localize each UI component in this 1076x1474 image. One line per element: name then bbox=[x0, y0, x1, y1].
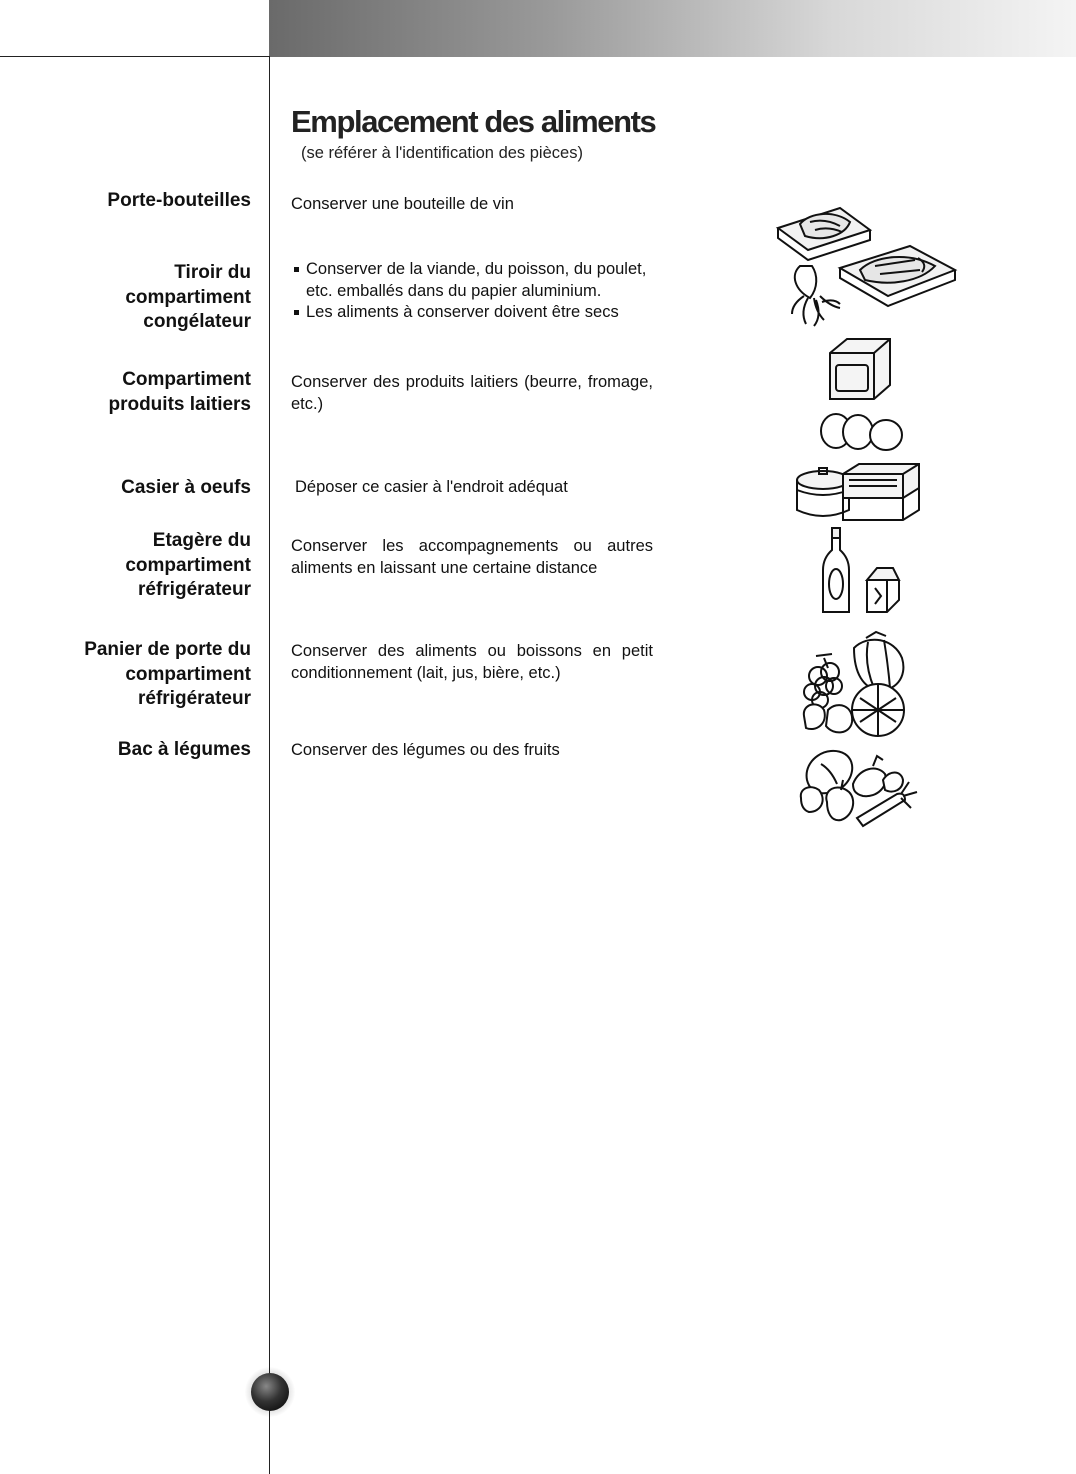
desc-compartiment-laitiers: Conserver des produits laitiers (beurre, fromage, etc.) bbox=[291, 373, 653, 413]
desc-porte-bouteilles: Conserver une bouteille de vin bbox=[291, 195, 514, 213]
meat-fish-illustration bbox=[770, 200, 965, 335]
label-panier-porte: Panier de porte du compartiment réfrigérateur bbox=[84, 639, 251, 709]
fruits-illustration bbox=[798, 628, 913, 738]
header-gradient-bar bbox=[269, 0, 1076, 57]
desc-panier-porte: Conserver des aliments ou boissons en petit conditionnement (lait, jus, bière, etc.) bbox=[291, 642, 653, 682]
bullet-item: Conserver de la viande, du poisson, du poulet, etc. emballés dans du papier aluminium. bbox=[291, 259, 653, 302]
page-title: Emplacement des aliments bbox=[291, 104, 656, 139]
bullet-item: Les aliments à conserver doivent être secs bbox=[291, 302, 653, 324]
desc-casier-oeufs: Déposer ce casier à l'endroit adéquat bbox=[295, 478, 568, 496]
food-containers-illustration bbox=[793, 460, 923, 525]
label-casier-oeufs: Casier à oeufs bbox=[121, 477, 251, 498]
desc-bac-legumes: Conserver des légumes ou des fruits bbox=[291, 741, 560, 759]
vertical-rule bbox=[269, 56, 270, 1474]
page-marker bbox=[251, 1373, 289, 1411]
bottle-milk-carton-illustration bbox=[815, 524, 905, 619]
butter-eggs-illustration bbox=[812, 335, 907, 455]
vegetables-illustration bbox=[797, 740, 922, 828]
desc-tiroir-congelateur bbox=[291, 259, 653, 324]
page-subtitle: (se référer à l'identification des pièces) bbox=[301, 144, 583, 162]
desc-etagere-refrigerateur: Conserver les accompagnements ou autres aliments en laissant une certaine distance bbox=[291, 537, 653, 577]
label-porte-bouteilles: Porte-bouteilles bbox=[107, 190, 251, 211]
label-compartiment-laitiers: Compartiment produits laitiers bbox=[108, 369, 251, 415]
label-tiroir-congelateur: Tiroir du compartiment congélateur bbox=[125, 262, 251, 332]
top-rule bbox=[0, 56, 270, 57]
label-etagere-refrigerateur: Etagère du compartiment réfrigérateur bbox=[125, 530, 251, 600]
label-bac-legumes: Bac à légumes bbox=[117, 739, 251, 760]
